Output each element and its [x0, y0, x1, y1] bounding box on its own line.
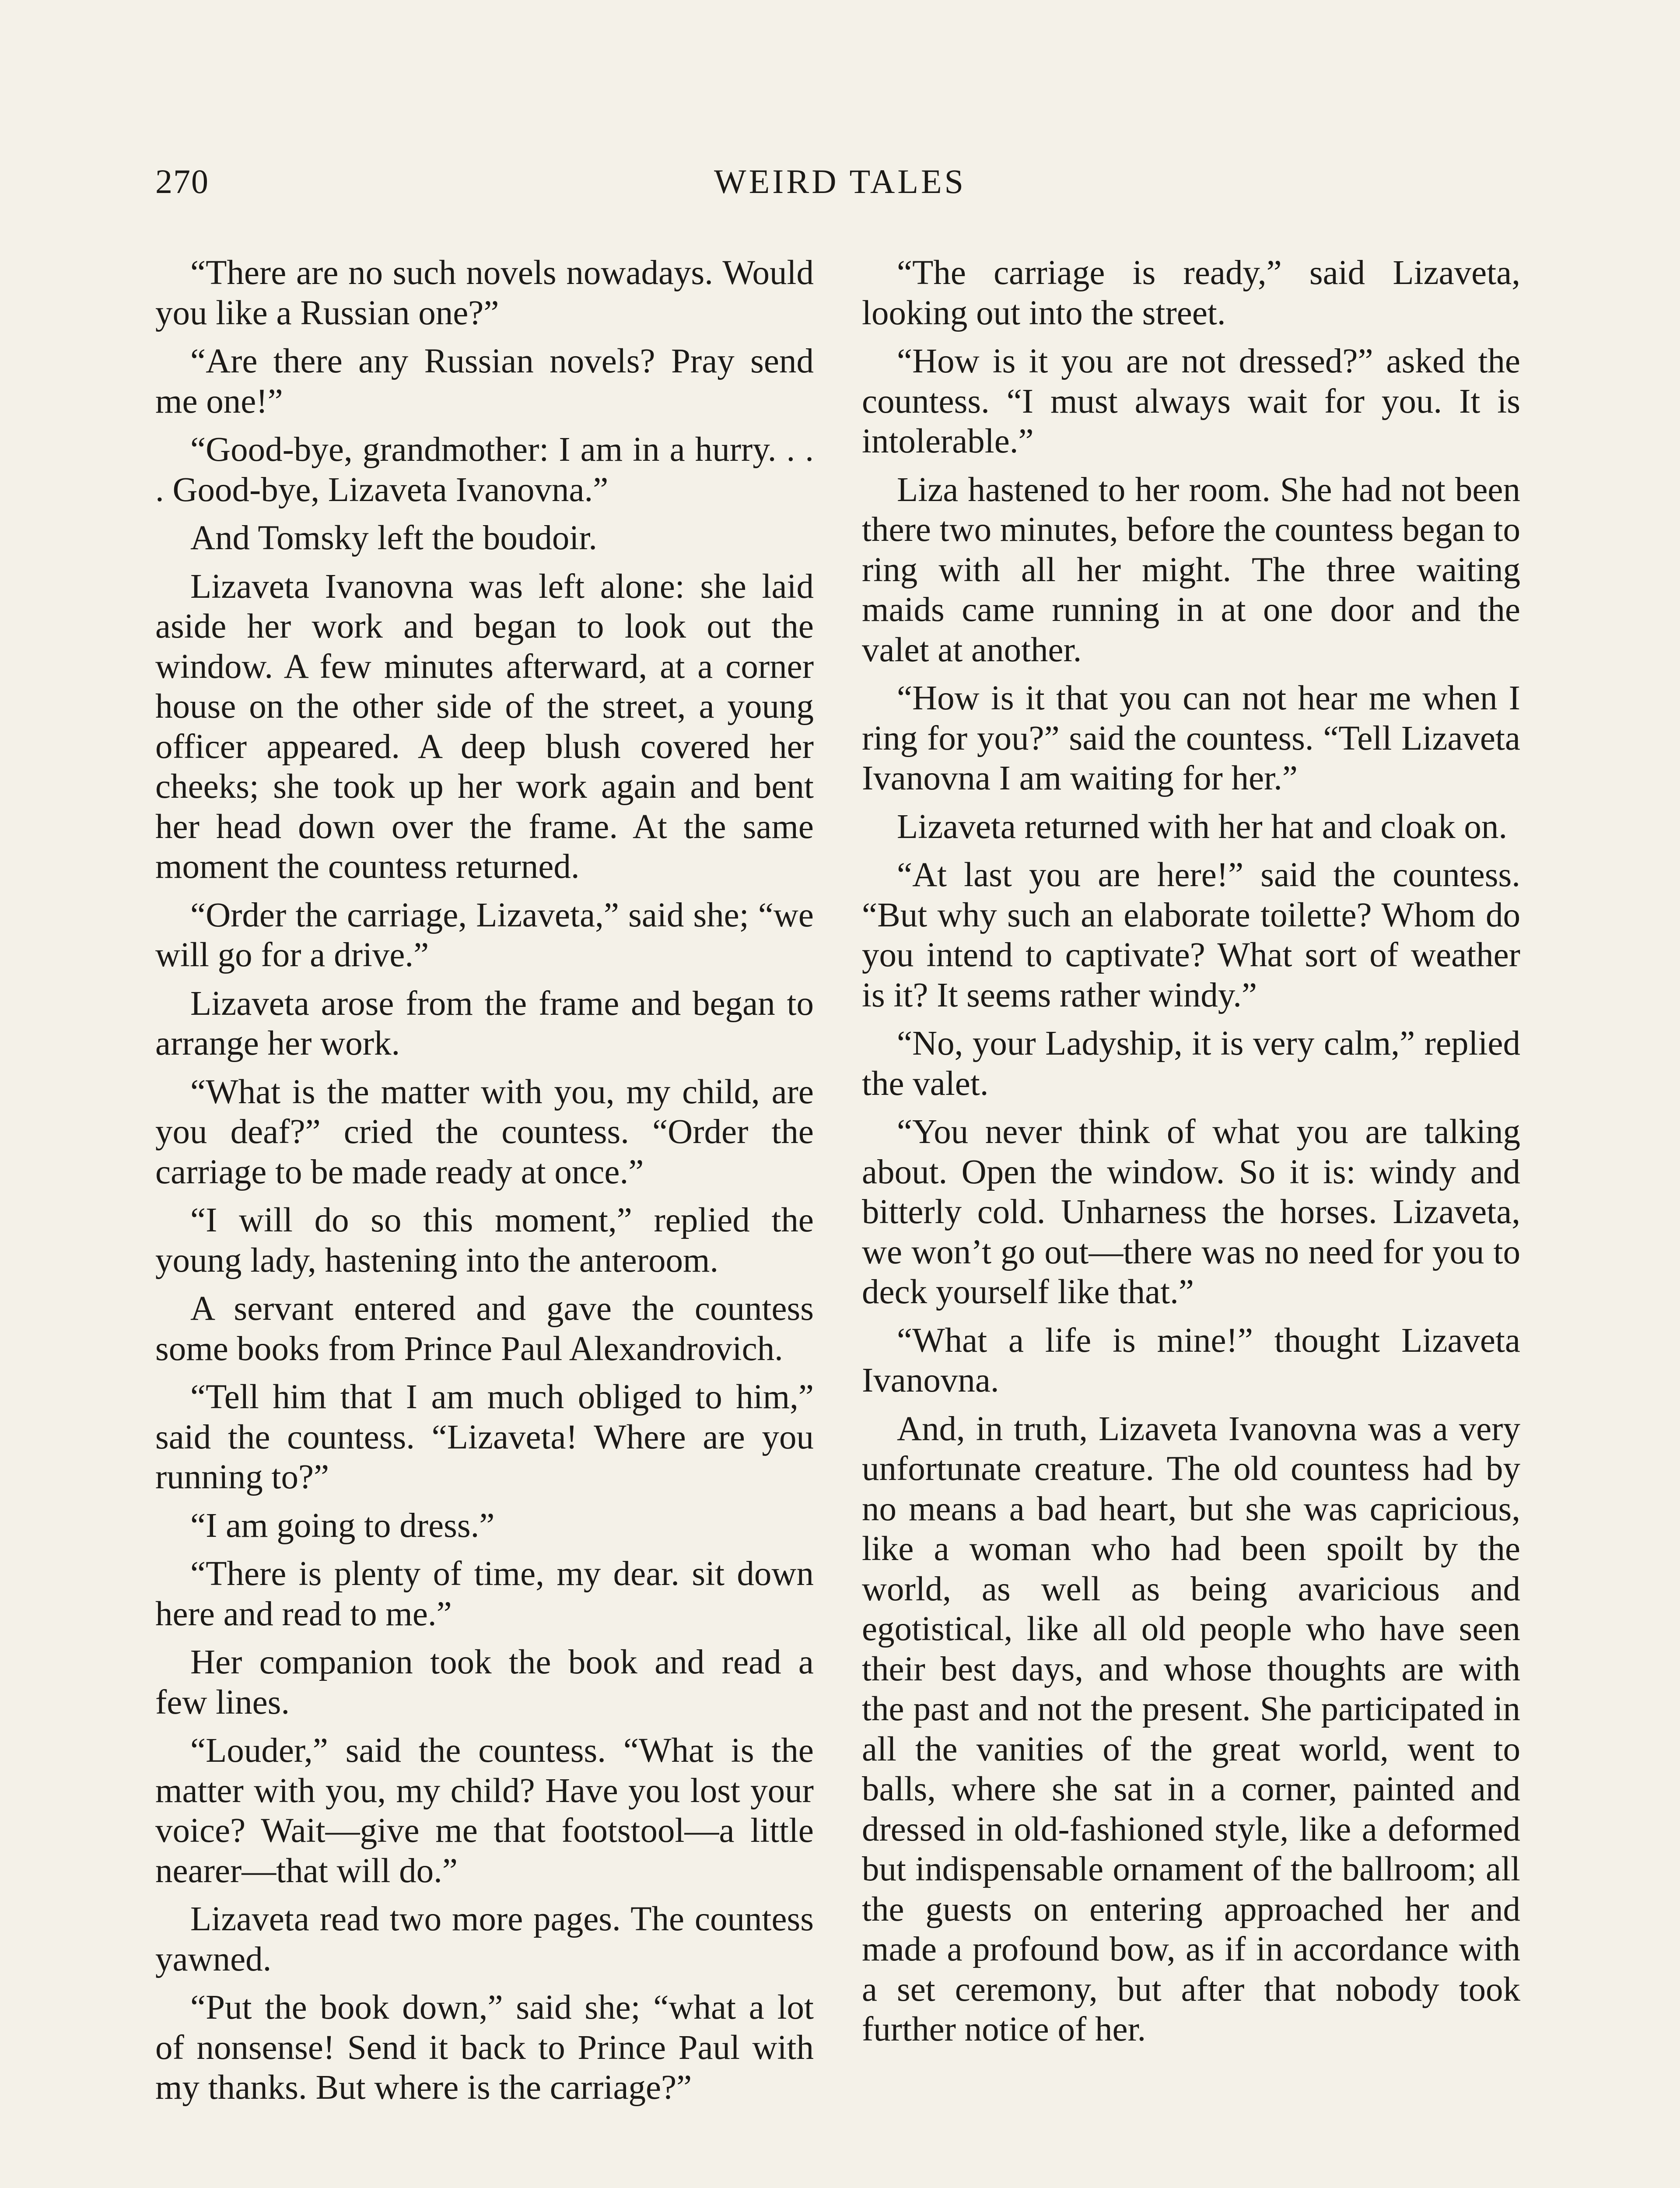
paragraph: “Tell him that I am much obliged to him,” said the countess. “Lizaveta! Where are you running to?”	[155, 1378, 814, 1496]
paragraph: “Put the book down,” said she; “what a lot of nonsense! Send it back to Prince Paul with my thanks. But where is the carriage?”	[155, 1988, 814, 2107]
paragraph: Her companion took the book and read a few lines.	[155, 1643, 814, 1722]
paragraph: Liza hastened to her room. She had not been there two minutes, before the countess began to ring with all her might. The three waiting maids came running in at one door and the valet at another.	[862, 470, 1520, 669]
paragraph: “Order the carriage, Lizaveta,” said she; “we will go for a drive.”	[155, 896, 814, 974]
paragraph: “Louder,” said the countess. “What is the matter with you, my child? Have you lost your voice? Wait—give me that footstool—a little nearer—that will do.”	[155, 1732, 814, 1890]
paragraph: Lizaveta returned with her hat and cloak on.	[897, 807, 1508, 846]
paragraph: “You never think of what you are talking about. Open the window. So it is: windy and bitterly cold. Unharness the horses. Lizaveta, we won’t go out—there was no need for you to deck yourself like that.”	[862, 1113, 1520, 1311]
paragraph: Lizaveta read two more pages. The countess yawned.	[155, 1900, 814, 1978]
paragraph: “There are no such novels nowadays. Would you like a Russian one?”	[155, 254, 814, 332]
running-head: WEIRD TALES	[714, 162, 966, 200]
paragraph: “I am going to dress.”	[190, 1506, 495, 1545]
paragraph: “The carriage is ready,” said Lizaveta, looking out into the street.	[862, 254, 1520, 332]
right-column	[862, 253, 1520, 2058]
page-header	[155, 158, 1525, 206]
paragraph: “How is it that you can not hear me when I ring for you?” said the countess. “Tell Lizaveta Ivanovna I am waiting for her.”	[862, 679, 1520, 797]
paragraph: Lizaveta Ivanovna was left alone: she laid aside her work and began to look out the window. A few minutes afterward, at a corner house on the other side of the street, a young officer appeared. A deep blush covered her cheeks; she took up her work again and bent her head down over the frame. At the same moment the countess returned.	[155, 567, 814, 886]
paragraph: Lizaveta arose from the frame and began to arrange her work.	[155, 984, 814, 1062]
paragraph: And Tomsky left the boudoir.	[190, 519, 597, 557]
paragraph: “Are there any Russian novels? Pray send me one!”	[155, 342, 814, 421]
paragraph: “No, your Ladyship, it is very calm,” replied the valet.	[862, 1024, 1520, 1103]
paragraph: “Good-bye, grandmother: I am in a hurry. . . . Good-bye, Lizaveta Ivanovna.”	[155, 431, 814, 509]
paragraph: “What is the matter with you, my child, are you deaf?” cried the countess. “Order the carriage to be made ready at once.”	[155, 1073, 814, 1191]
page-number: 270	[155, 162, 209, 200]
paragraph: “There is plenty of time, my dear. sit down here and read to me.”	[155, 1555, 814, 1633]
paragraph: “At last you are here!” said the countess. “But why such an elaborate toilette? Whom do you intend to captivate? What sort of weather is it? It seems rather windy.”	[862, 856, 1520, 1014]
left-column	[155, 253, 814, 2116]
paragraph: A servant entered and gave the countess some books from Prince Paul Alexandrovich.	[155, 1290, 814, 1368]
paragraph: “How is it you are not dressed?” asked the countess. “I must always wait for you. It is intolerable.”	[862, 342, 1520, 460]
paragraph: “What a life is mine!” thought Lizaveta Ivanovna.	[862, 1321, 1520, 1399]
paragraph: And, in truth, Lizaveta Ivanovna was a very unfortunate creature. The old countess had by no means a bad heart, but she was capricious, like a woman who had been spoilt by the world, as well as being avaricious and egotistical, like all old people who have seen their best days, and whose thoughts are with the past and not the present. She participated in all the vanities of the great world, went to balls, where she sat in a corner, painted and dressed in old-fashioned style, like a deformed but indispensable ornament of the ballroom; all the guests on entering approached her and made a profound bow, as if in accordance with a set ceremony, but after that nobody took further notice of her.	[862, 1410, 1520, 2048]
paragraph: “I will do so this moment,” replied the young lady, hastening into the anteroom.	[155, 1201, 814, 1280]
